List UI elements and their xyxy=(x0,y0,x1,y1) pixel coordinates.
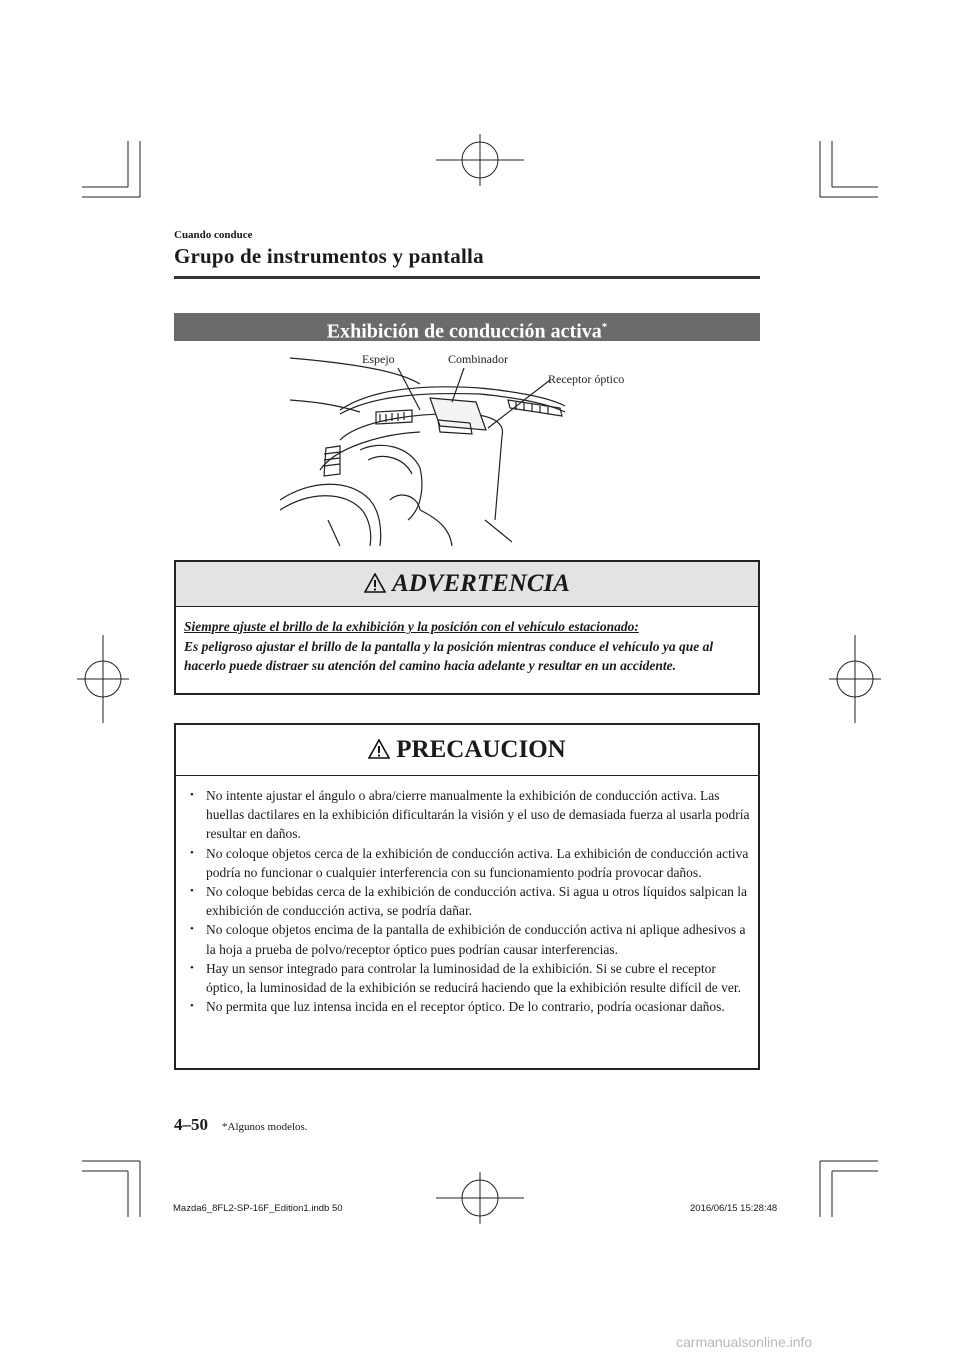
title-rule xyxy=(174,276,760,279)
watermark-link[interactable]: carmanualsonline.info xyxy=(676,1334,813,1350)
caution-header xyxy=(176,725,758,776)
warning-triangle-icon xyxy=(364,573,386,593)
caution-item: • No coloque bebidas cerca de la exhibición de conducción activa. Si agua u otros líquidos salpican la exhibición de conducción activa, se podría dañar. xyxy=(188,882,750,920)
callout-espejo: Espejo xyxy=(362,352,395,366)
footnote: *Algunos modelos. xyxy=(222,1121,308,1133)
banner-asterisk: * xyxy=(601,321,608,333)
section-label: Cuando conduce xyxy=(174,229,253,241)
caution-item: • No intente ajustar el ángulo o abra/cierre manualmente la exhibición de conducción activa. Las huellas dactilares en la exhibición dificultarán la visión y el uso de demasiada fuerza al usarla podría resultar en daños. xyxy=(188,786,750,844)
caution-list xyxy=(176,776,758,1016)
caution-box xyxy=(174,723,760,1070)
warning-box xyxy=(174,560,760,695)
section-banner xyxy=(174,313,760,341)
caution-item: • Hay un sensor integrado para controlar la luminosidad de la exhibición. Si se cubre el receptor óptico, la luminosidad de la exhibición se reducirá haciendo que la exhibición resulte difícil de ver. xyxy=(188,959,750,997)
warning-heading: ADVERTENCIA xyxy=(392,570,570,597)
caution-triangle-icon xyxy=(368,739,390,759)
warning-header xyxy=(176,562,758,607)
caution-item: • No coloque objetos cerca de la exhibición de conducción activa. La exhibición de conducción activa podría no funcionar o cualquier interferencia con su funcionamiento podría provocar daños. xyxy=(188,844,750,882)
caution-item: • No permita que luz intensa incida en el receptor óptico. De lo contrario, podría ocasionar daños. xyxy=(188,997,750,1016)
print-date-info: 2016/06/15 15:28:48 xyxy=(690,1203,778,1214)
callout-combinador: Combinador xyxy=(448,352,508,366)
print-file-info: Mazda6_8FL2-SP-16F_Edition1.indb 50 xyxy=(173,1203,343,1214)
warning-body: Es peligroso ajustar el brillo de la pantalla y la posición mientras conduce el vehículo ya que al hacerlo puede distraer su atención del camino hacia adelante y resultar en un accidente. xyxy=(184,638,714,673)
warning-text xyxy=(176,607,758,676)
page-number: 4–50 xyxy=(174,1115,208,1134)
callout-receptor-optico: Receptor óptico xyxy=(548,372,625,386)
caution-item: • No coloque objetos encima de la pantalla de exhibición de conducción activa ni aplique adhesivos a la hoja a prueba de polvo/receptor óptico pues podrían causar interferencias. xyxy=(188,920,750,958)
warning-lead: Siempre ajuste el brillo de la exhibición y la posición con el vehículo estacionado: xyxy=(184,619,639,634)
banner-title: Exhibición de conducción activa xyxy=(326,320,602,343)
page-title: Grupo de instrumentos y pantalla xyxy=(174,244,484,268)
caution-heading: PRECAUCION xyxy=(396,736,566,763)
